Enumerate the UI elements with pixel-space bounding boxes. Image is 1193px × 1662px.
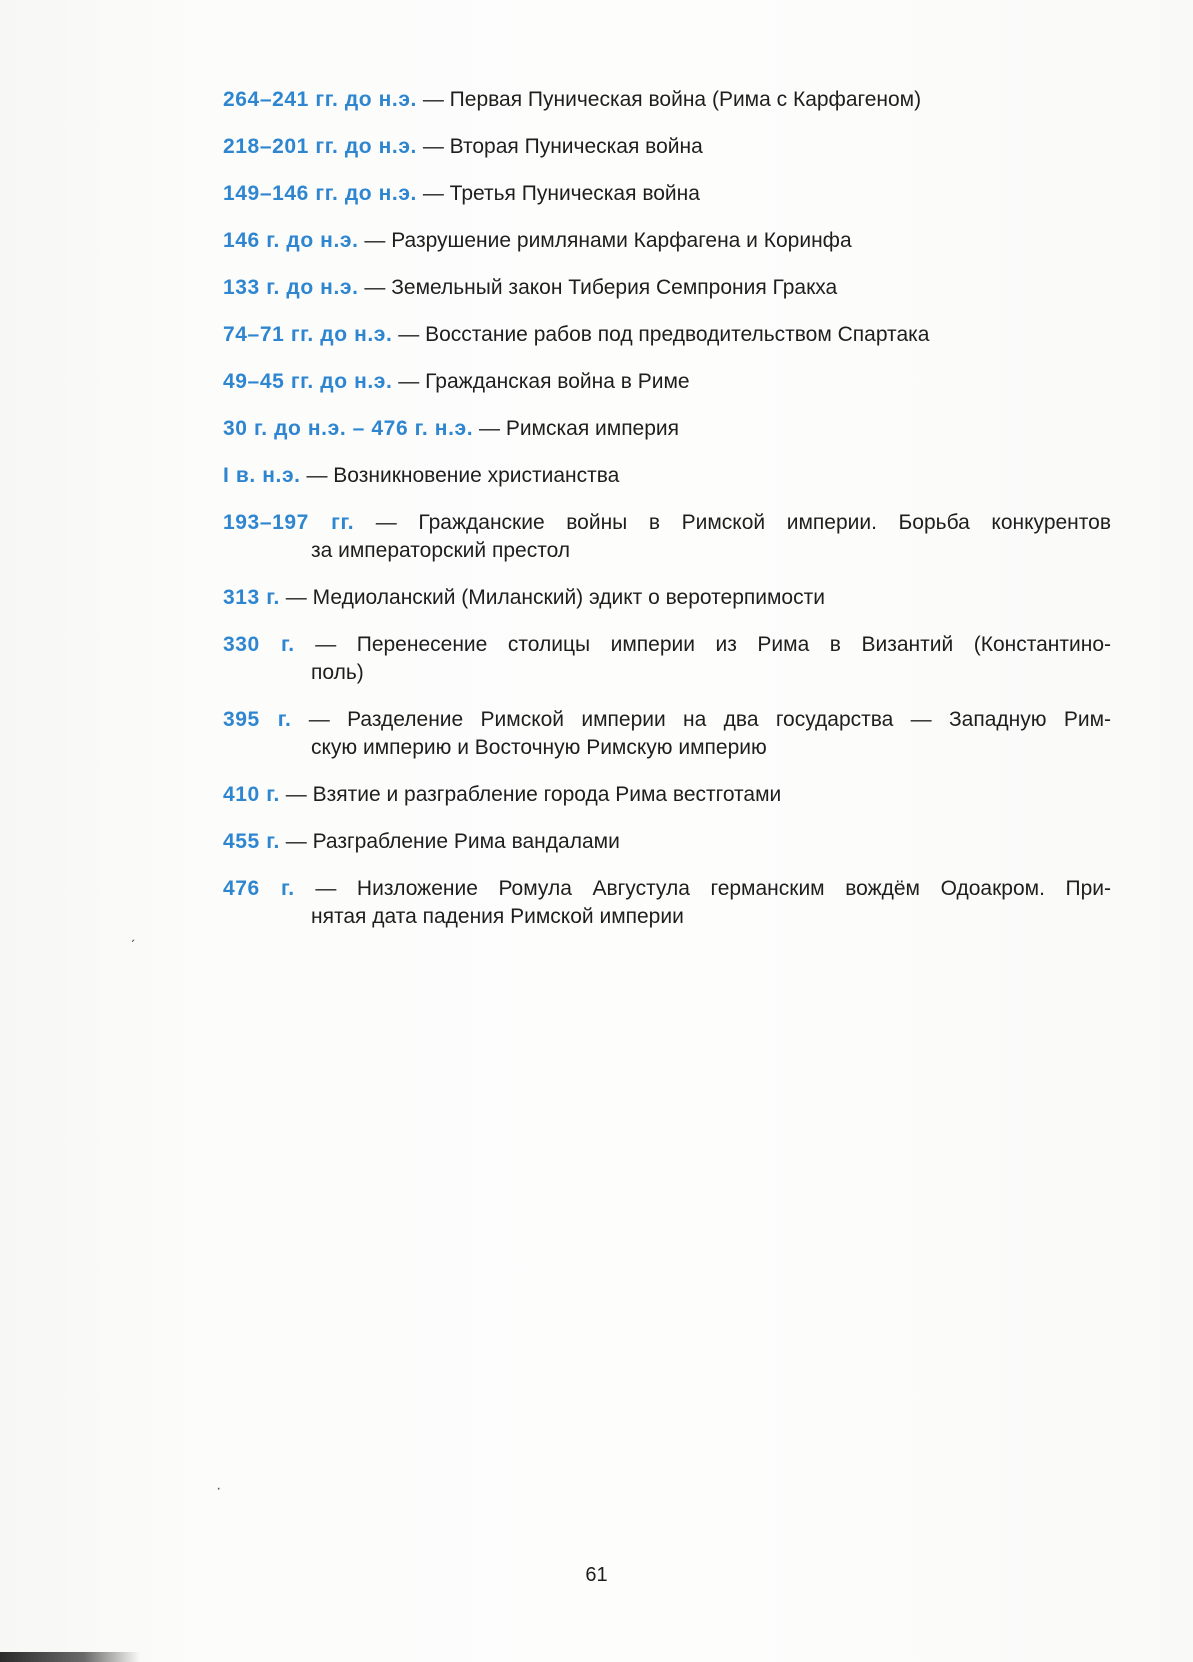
chronology-entry <box>223 509 1111 565</box>
entry-separator: — <box>392 370 426 393</box>
chronology-entry <box>223 86 1111 114</box>
chronology-entry <box>223 462 1111 490</box>
entry-separator: — <box>417 135 450 158</box>
entry-date: 49–45 гг. до н.э. <box>223 370 393 393</box>
entry-text: Медиоланский (Миланский) эдикт о веротерпимости <box>312 586 825 609</box>
entry-text: Третья Пуническая война <box>449 182 700 205</box>
entry-text: Низложение Ромула Августула германским вождём Одоакром. При- <box>356 877 1111 900</box>
entry-date: 30 г. до н.э. – 476 г. н.э. <box>223 417 474 440</box>
chronology-entry <box>223 631 1111 687</box>
entry-text: Возникновение христианства <box>333 464 620 487</box>
entry-text: Гражданские войны в Римской империи. Борьба конкурентов <box>418 511 1111 534</box>
scan-speck: ˏ <box>130 926 136 943</box>
chronology-entry <box>223 706 1111 762</box>
entry-date: 146 г. до н.э. <box>223 229 359 252</box>
chronology-entry <box>223 274 1111 302</box>
entry-text: Перенесение столицы империи из Рима в Византий (Константино- <box>356 633 1112 656</box>
entry-separator: — <box>294 877 357 900</box>
chronology-entry <box>223 415 1111 443</box>
entry-text: Гражданская война в Риме <box>425 370 690 393</box>
entry-date: 74–71 гг. до н.э. <box>223 323 393 346</box>
entry-date: 149–146 гг. до н.э. <box>223 182 417 205</box>
entry-date: 330 г. <box>223 633 295 656</box>
entry-first-line <box>223 875 1111 903</box>
entry-text-continuation: нятая дата падения Римской империи <box>311 905 684 928</box>
chronology-entry <box>223 133 1111 161</box>
entry-date: 395 г. <box>223 708 292 731</box>
entry-separator: — <box>417 88 450 111</box>
entry-text: Разрушение римлянами Карфагена и Коринфа <box>391 229 852 252</box>
entry-separator: — <box>392 323 426 346</box>
entry-date: 455 г. <box>223 830 280 853</box>
entry-text-continuation: поль) <box>311 661 364 684</box>
entry-text: Восстание рабов под предводительством Спартака <box>425 323 930 346</box>
entry-separator: — <box>358 276 392 299</box>
chronology-list <box>223 86 1111 950</box>
entry-date: 313 г. <box>223 586 280 609</box>
entry-date: 476 г. <box>223 877 295 900</box>
entry-first-line <box>223 631 1111 659</box>
entry-date: 133 г. до н.э. <box>223 276 359 299</box>
chronology-entry <box>223 180 1111 208</box>
entry-separator: — <box>294 633 357 656</box>
chronology-entry <box>223 368 1111 396</box>
entry-date: 218–201 гг. до н.э. <box>223 135 417 158</box>
entry-text: Первая Пуническая война (Рима с Карфагеном) <box>449 88 922 111</box>
entry-separator: — <box>279 586 313 609</box>
entry-text: Земельный закон Тиберия Семпрония Гракха <box>391 276 838 299</box>
chronology-entry <box>223 227 1111 255</box>
entry-separator: — <box>279 783 313 806</box>
entry-text-continuation: за императорский престол <box>311 539 571 562</box>
chronology-entry <box>223 584 1111 612</box>
chronology-entry <box>223 781 1111 809</box>
entry-date: I в. н.э. <box>223 464 301 487</box>
scan-edge-shadow <box>0 1652 140 1662</box>
scan-speck: · <box>216 1480 222 1497</box>
entry-text: Взятие и разграбление города Рима вестготами <box>312 783 782 806</box>
entry-separator: — <box>300 464 334 487</box>
entry-text: Разграбление Рима вандалами <box>312 830 620 853</box>
entry-separator: — <box>473 417 506 440</box>
entry-separator: — <box>291 708 348 731</box>
chronology-entry <box>223 828 1111 856</box>
chronology-entry <box>223 321 1111 349</box>
entry-text: Римская империя <box>505 417 680 440</box>
entry-separator: — <box>358 229 392 252</box>
chronology-entry <box>223 875 1111 931</box>
entry-separator: — <box>279 830 313 853</box>
entry-first-line <box>223 509 1111 537</box>
entry-date: 264–241 гг. до н.э. <box>223 88 417 111</box>
entry-first-line <box>223 706 1111 734</box>
entry-text: Разделение Римской империи на два государства — Западную Рим- <box>347 708 1112 731</box>
entry-text: Вторая Пуническая война <box>449 135 703 158</box>
entry-text-continuation: скую империю и Восточную Римскую империю <box>311 736 767 759</box>
page-number: 61 <box>585 1564 608 1586</box>
entry-separator: — <box>417 182 450 205</box>
entry-separator: — <box>354 511 419 534</box>
entry-date: 410 г. <box>223 783 280 806</box>
entry-date: 193–197 гг. <box>223 511 355 534</box>
